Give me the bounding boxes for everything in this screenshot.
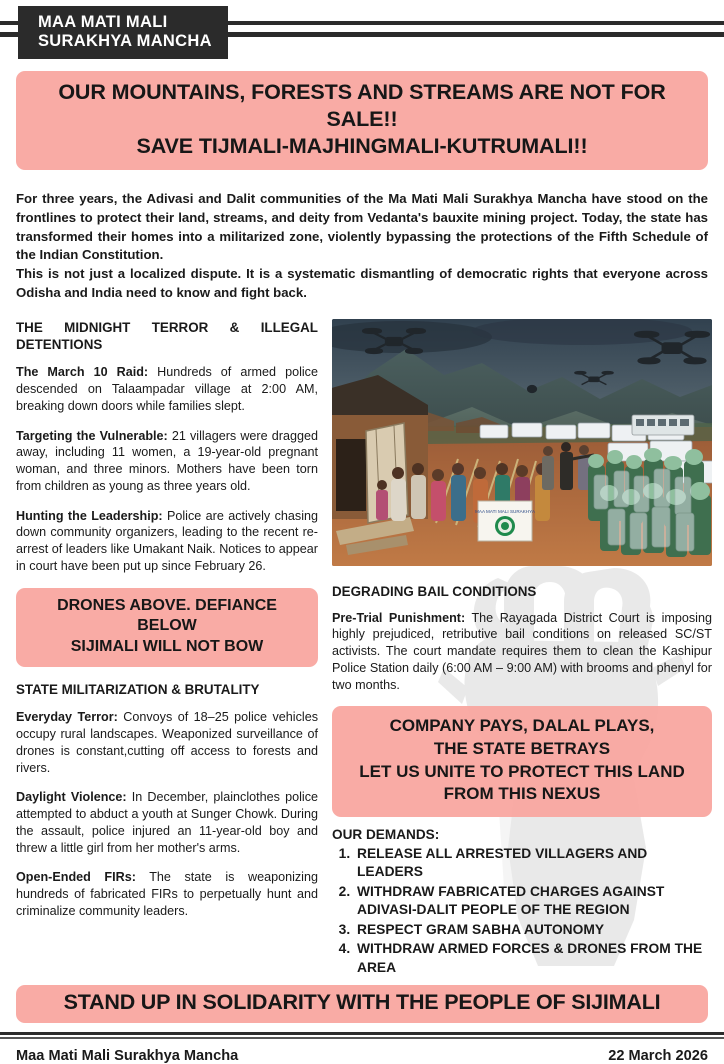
paragraph-hunting-leadership — [16, 508, 318, 575]
footer-rules — [0, 1032, 724, 1039]
demands-title: OUR DEMANDS: — [332, 826, 440, 842]
paragraph-daylight-violence — [16, 789, 318, 856]
footer-rule-bottom — [0, 1037, 724, 1039]
footer — [16, 1048, 708, 1064]
nexus-line1: COMPANY PAYS, DALAL PLAYS, — [389, 716, 655, 736]
demands-list — [354, 845, 712, 977]
left-column — [16, 319, 318, 933]
nexus-line2: THE STATE BETRAYS — [433, 738, 611, 758]
solidarity-banner: STAND UP IN SOLIDARITY WITH THE PEOPLE OF SIJIMALI — [16, 985, 708, 1023]
demand-item: 1. RELEASE ALL ARRESTED VILLAGERS AND LEADERS — [354, 845, 712, 882]
drones-slogan-line1: DRONES ABOVE. DEFIANCE BELOW — [57, 596, 277, 635]
svg-text:MAA MATI MALI SURAKHYA: MAA MATI MALI SURAKHYA — [475, 508, 535, 514]
text-open-ended-firs: The state is weaponizing hundreds of fabricated FIRs to perpetually hunt and criminalize community leaders. — [16, 870, 318, 918]
demand-item: 2. WITHDRAW FABRICATED CHARGES AGAINST ADIVASI-DALIT PEOPLE OF THE REGION — [354, 883, 712, 920]
text-pre-trial-punishment: The Rayagada District Court is imposing highly prejudiced, retributive bail conditions on released SC/ST activists. The court mandate requires them to clean the Kashipur Police Station daily (6:00 AM – 9:00 AM) with brooms and phenyl for two months. — [332, 610, 712, 692]
org-name-line2: SURAKHYA MANCHA — [38, 32, 212, 51]
label-daylight-violence: Daylight Violence: — [16, 790, 127, 805]
text-march-10-raid: Hundreds of armed police descended on Talaampadar village at 2:00 AM, breaking down doors while families slept. — [16, 365, 318, 413]
headline-line2: SAVE TIJMALI-MAJHINGMALI-KUTRUMALI!! — [136, 134, 588, 159]
demand-item: 4. WITHDRAW ARMED FORCES & DRONES FROM THE AREA — [354, 940, 712, 977]
intro-paragraph-2: This is not just a localized dispute. It is a systematic dismantling of democratic rights that everyone across Odisha and India need to know and fight back. — [16, 266, 708, 300]
heading-degrading-bail: DEGRADING BAIL CONDITIONS — [332, 583, 537, 599]
intro-paragraph-1: For three years, the Adivasi and Dalit communities of the Ma Mati Mali Surakhya Mancha have stood on the frontlines to protect their land, streams, and deity from Vedanta's bauxite mining project. Today, the state has transformed their homes into a militarized zone, violently bypassing the protections of the Fifth Schedule of the Indian Constitution. — [16, 191, 708, 263]
label-targeting-vulnerable: Targeting the Vulnerable: — [16, 428, 168, 443]
label-pre-trial-punishment: Pre-Trial Punishment: — [332, 610, 466, 625]
body-columns — [16, 319, 712, 979]
label-open-ended-firs: Open-Ended FIRs: — [16, 870, 136, 885]
nexus-line3: LET US UNITE TO PROTECT THIS LAND — [359, 761, 685, 781]
headline-banner — [16, 71, 708, 170]
paragraph-pre-trial-punishment — [332, 610, 712, 694]
paragraph-march-10-raid — [16, 364, 318, 414]
heading-state-militarization: STATE MILITARIZATION & BRUTALITY — [16, 681, 260, 697]
intro-block — [16, 190, 708, 302]
heading-midnight-terror: THE MIDNIGHT TERROR & ILLEGAL DETENTIONS — [16, 319, 318, 353]
label-everyday-terror: Everyday Terror: — [16, 710, 118, 725]
masthead — [0, 0, 724, 62]
text-everyday-terror: Convoys of 18–25 police vehicles occupy rural landscapes. Weaponized surveillance of drones is constant,cutting off access to forests and rivers. — [16, 710, 318, 775]
headline-line1: OUR MOUNTAINS, FORESTS AND STREAMS ARE NOT FOR SALE!! — [58, 80, 666, 132]
protest-photograph — [332, 319, 712, 566]
text-hunting-leadership: Police are actively chasing down community organizers, leading to the recent re-arrest of leaders like Umakant Naik. Notices to appear in court have been put up since February 26. — [16, 508, 319, 573]
drones-slogan-line2: SIJIMALI WILL NOT BOW — [70, 638, 264, 656]
text-targeting-vulnerable: 21 villagers were dragged away, including 11 women, a 19-year-old pregnant woman, and three minors. Mothers have been torn from children as young as three years old. — [16, 428, 318, 493]
nexus-slogan-banner — [332, 706, 712, 816]
right-column — [332, 319, 712, 979]
footer-organization: Maa Mati Mali Surakhya Mancha — [16, 1047, 239, 1064]
organization-badge — [18, 6, 228, 59]
label-march-10-raid: The March 10 Raid: — [16, 365, 149, 380]
footer-rule-top — [0, 1032, 724, 1035]
paragraph-targeting-vulnerable — [16, 428, 318, 495]
org-name-line1: MAA MATI MALI — [38, 13, 168, 31]
drones-slogan-banner — [16, 588, 318, 667]
demand-item: 3. RESPECT GRAM SABHA AUTONOMY — [354, 921, 712, 939]
footer-date: 22 March 2026 — [608, 1047, 708, 1064]
nexus-line4: FROM THIS NEXUS — [443, 784, 601, 804]
paragraph-everyday-terror — [16, 709, 318, 776]
text-daylight-violence: In December, plainclothes police attempted to abduct a youth at Sunger Chowk. During the assault, police injured an 11-year-old boy and threw a little girl from her mother's arms. — [16, 790, 318, 855]
paragraph-open-ended-firs — [16, 869, 318, 919]
label-hunting-leadership: Hunting the Leadership: — [16, 508, 163, 523]
